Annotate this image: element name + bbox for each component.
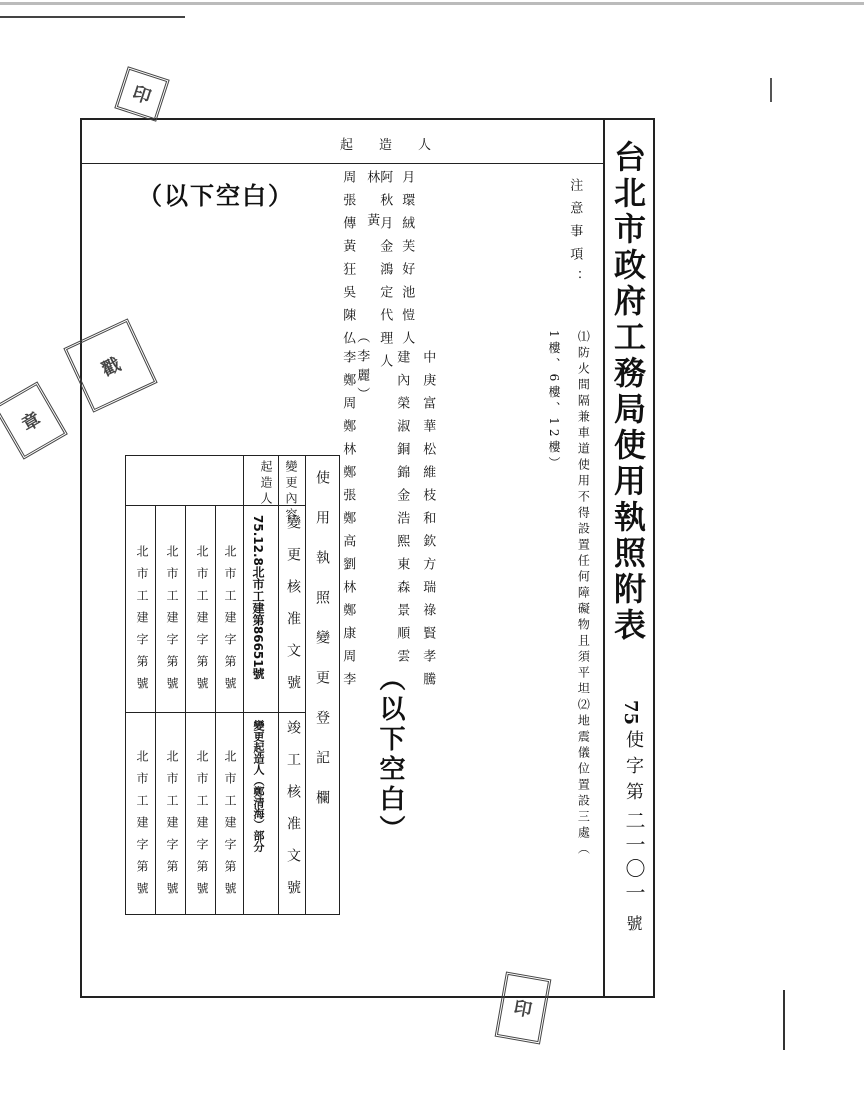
scan-edge-line (0, 16, 185, 18)
page-title: 台北市政府工務局使用執照附表 (609, 140, 647, 644)
table-row-label: 起造人 (259, 460, 273, 508)
handwritten-approval: 75.12.8北市工建第86651號 (251, 515, 265, 680)
table-stamp-text: 北市工建字第號 (165, 750, 179, 904)
table-row-label: 變更內容 (284, 460, 298, 524)
license-number: 二一〇一 (622, 810, 646, 906)
table-row-divider (185, 505, 186, 915)
title-column-divider (603, 118, 605, 998)
applicant-column: 林黃 (364, 170, 380, 256)
table-label-divider (278, 455, 279, 915)
blank-note-vertical: （以下空白） (375, 665, 405, 845)
table-title-divider (305, 455, 306, 915)
table-stamp-text: 北市工建字第號 (195, 545, 209, 699)
table-title: 使用執照變更登記欄 (314, 470, 330, 830)
table-row-divider (215, 505, 216, 915)
license-number-prefix: 75 (620, 700, 641, 726)
blank-note: （以下空白） (138, 182, 294, 210)
seal-stamp: 戳 (63, 318, 157, 412)
applicant-column: （李麗） (354, 330, 370, 406)
table-label-row-line (125, 505, 305, 506)
table-header: 變更核准文號 (285, 515, 301, 707)
table-stamp-text: 北市工建字第號 (135, 750, 149, 904)
scan-edge-mark (783, 990, 785, 1050)
applicant-column: 李鄭周鄭林鄭張鄭高劉林鄭康周李 (340, 350, 356, 695)
seal-stamp: 章 (0, 381, 68, 459)
applicant-column: 周張傳黃狂吳陳仏 (340, 170, 356, 354)
table-stamp-text: 北市工建字第號 (165, 545, 179, 699)
license-number-suffix: 號 (624, 915, 643, 931)
applicant-column: 月環絨芙好池愷人 (399, 170, 415, 354)
seal-stamp: 印 (114, 66, 169, 121)
notes-line-2: 1樓、6樓、12樓） (547, 330, 561, 473)
table-stamp-text: 北市工建字第號 (135, 545, 149, 699)
table-stamp-text: 北市工建字第號 (223, 545, 237, 699)
applicant-column: 建內榮淑銅錦金浩熙東森景順雲 (394, 350, 410, 672)
applicants-heading: 起造人 (340, 138, 458, 153)
table-stamp-text: 北市工建字第號 (195, 750, 209, 904)
notes-line-1: ⑴防火間隔兼車道使用不得設置任何障礙物且須平坦⑵地震儀位置設三處（ (576, 330, 591, 858)
scan-edge-line (0, 2, 864, 5)
applicant-column: 阿秋月金鴻定代理人 (377, 170, 393, 377)
handwritten-change: 變更起造人（鄭清海）部分 (252, 720, 265, 852)
applicant-header-divider (80, 163, 603, 164)
seal-stamp: 印 (495, 972, 552, 1045)
notes-heading: 注意事項： (567, 178, 583, 293)
table-column-split (125, 712, 305, 713)
table-row-divider (243, 455, 244, 915)
table-row-divider (155, 505, 156, 915)
table-stamp-text: 北市工建字第號 (223, 750, 237, 904)
license-number-mid: 使字第 (623, 730, 644, 808)
applicant-column: 中庚富華松維枝和欽方瑞祿賢孝騰 (420, 350, 436, 695)
table-header: 竣工核准文號 (285, 720, 301, 912)
scan-edge-mark (770, 78, 772, 102)
